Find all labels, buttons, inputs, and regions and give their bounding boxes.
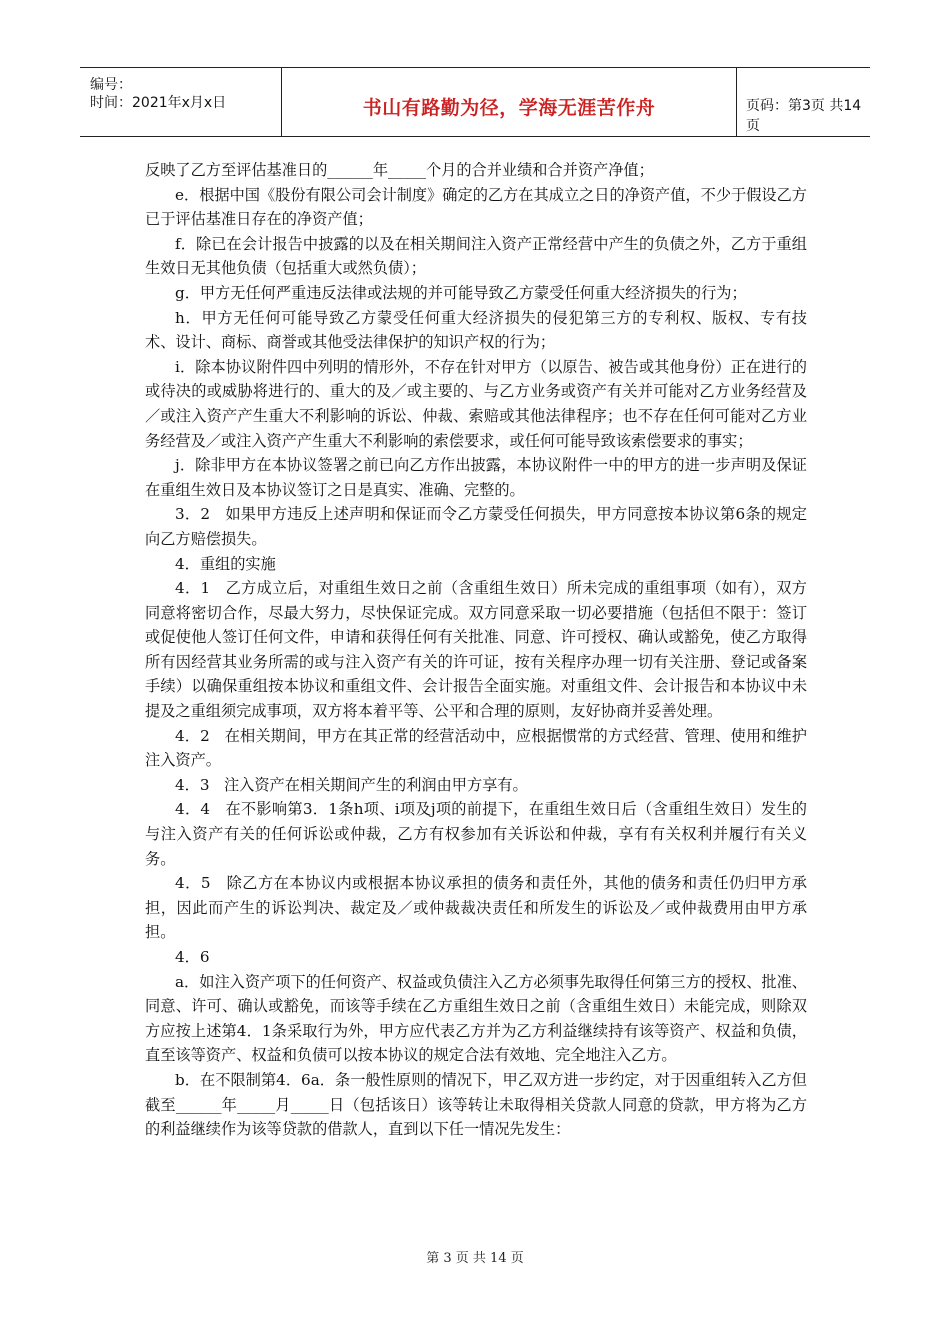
header-meta-cell (80, 68, 282, 136)
paragraph: 4．3 注入资产在相关期间产生的利润由甲方享有。 (175, 775, 528, 794)
page-header (80, 67, 870, 137)
paragraph: 反映了乙方至评估基准日的______年_____个月的合并业绩和合并资产净值； (145, 161, 654, 179)
paragraph: 4．5 除乙方在本协议内或根据本协议承担的债务和责任外，其他的债务和责任仍归甲方承担，因此而产生的诉讼判决、裁定及／或仲裁裁决责任和所发生的诉讼及／或仲裁费用由甲方承担。 (145, 874, 807, 942)
serial-number-label: 编号： (90, 77, 132, 93)
section-heading: 4．重组的实施 (175, 554, 276, 573)
paragraph: b．在不限制第4．6a．条一般性原则的情况下，甲乙双方进一步约定，对于因重组转入乙方但截至______年_____月_____日（包括该日）该等转让未取得相关贷款人同意的贷款，甲方将为乙方的利益继续作为该等贷款的借款人，直到以下任一情况先发生： (145, 1070, 807, 1139)
paragraph: e．根据中国《股份有限公司会计制度》确定的乙方在其成立之日的净资产值，不少于假设乙方已于评估基准日存在的净资产值； (145, 185, 807, 229)
paragraph: j．除非甲方在本协议签署之前已向乙方作出披露，本协议附件一中的甲方的进一步声明及保证在重组生效日及本协议签订之日是真实、准确、完整的。 (145, 456, 807, 499)
paragraph: a．如注入资产项下的任何资产、权益或负债注入乙方必须事先取得任何第三方的授权、批准、同意、许可、确认或豁免，而该等手续在乙方重组生效日之前（含重组生效日）未能完成，则除双方应按上述第4．1条采取行为外，甲方应代表乙方并为乙方利益继续持有该等资产、权益和负债，直至该等资产、权益和负债可以按本协议的规定合法有效地、完全地注入乙方。 (145, 972, 807, 1065)
header-motto-cell (282, 68, 737, 136)
paragraph: g．甲方无任何严重违反法律或法规的并可能导致乙方蒙受任何重大经济损失的行为； (175, 283, 747, 302)
header-page-cell (737, 68, 870, 136)
paragraph: f．除已在会计报告中披露的以及在相关期间注入资产正常经营中产生的负债之外，乙方于重组生效日无其他负债（包括重大或然负债）； (145, 234, 807, 278)
paragraph: 4．1 乙方成立后，对重组生效日之前（含重组生效日）所未完成的重组事项（如有），双方同意将密切合作，尽最大努力，尽快保证完成。双方同意采取一切必要措施（包括但不限于：签订或促使他人签订任何文件，申请和获得任何有关批准、同意、许可授权、确认或豁免，使乙方取得所有因经营其业务所需的或与注入资产有关的许可证，按有关程序办理一切有关注册、登记或备案手续）以确保重组按本协议和重组文件、会计报告全面实施。对重组文件、会计报告和本协议中未提及之重组须完成事项，双方将本着平等、公平和合理的原则，友好协商并妥善处理。 (145, 579, 807, 721)
paragraph: h．甲方无任何可能导致乙方蒙受任何重大经济损失的侵犯第三方的专利权、版权、专有技术、设计、商标、商誉或其他受法律保护的知识产权的行为； (145, 308, 807, 352)
paragraph: 4．2 在相关期间，甲方在其正常的经营活动中，应根据惯常的方式经营、管理、使用和维护注入资产。 (145, 726, 807, 770)
document-body (145, 158, 807, 1142)
page-footer: 第 3 页 共 14 页 (426, 1251, 524, 1266)
paragraph: i．除本协议附件四中列明的情形外，不存在针对甲方（以原告、被告或其他身份）正在进行的或待决的或威胁将进行的、重大的及／或主要的、与乙方业务或资产有关并可能对乙方业务经营及／或注入资产产生重大不利影响的诉讼、仲裁、索赔或其他法律程序；也不存在任何可能对乙方业务经营及／或注入资产产生重大不利影响的索偿要求，或任何可能导致该索偿要求的事实； (145, 357, 807, 450)
header-motto: 书山有路勤为径，学海无涯苦作舟 (362, 97, 656, 119)
clause-number: 4．6 (175, 948, 210, 966)
date-label: 时间：2021年x月x日 (90, 95, 227, 111)
paragraph: 4．4 在不影响第3．1条h项、i项及j项的前提下，在重组生效日后（含重组生效日）发生的与注入资产有关的任何诉讼或仲裁，乙方有权参加有关诉讼和仲裁，享有有关权利并履行有关义务。 (145, 800, 807, 868)
paragraph: 3．2 如果甲方违反上述声明和保证而令乙方蒙受任何损失，甲方同意按本协议第6条的规定向乙方赔偿损失。 (145, 505, 807, 548)
header-page-number: 页码：第3页 共14页 (746, 98, 862, 134)
